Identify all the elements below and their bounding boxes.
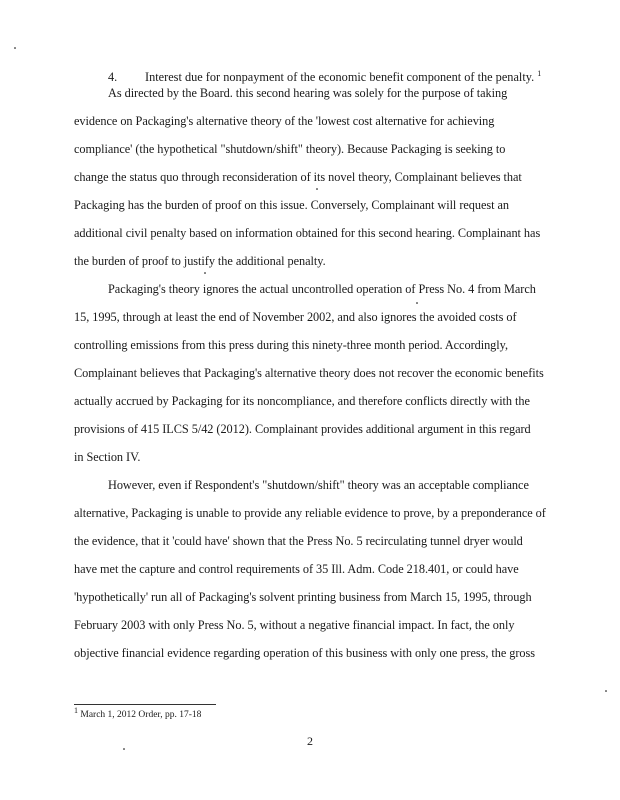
scan-speck bbox=[204, 272, 206, 274]
paragraph-2-line-7: in Section IV. bbox=[74, 450, 141, 464]
paragraph-3-line-5: 'hypothetically' run all of Packaging's solvent printing business from March 15, 1995, through bbox=[74, 590, 532, 604]
paragraph-2-line-3: controlling emissions from this press during this ninety-three month period. Accordingly, bbox=[74, 338, 508, 352]
section-item-heading bbox=[145, 70, 541, 85]
paragraph-3-line-2: alternative, Packaging is unable to provide any reliable evidence to prove, by a preponderance of bbox=[74, 506, 546, 520]
paragraph-3-line-4: have met the capture and control requirements of 35 Ill. Adm. Code 218.401, or could have bbox=[74, 562, 519, 576]
paragraph-2-line-5: actually accrued by Packaging for its noncompliance, and therefore conflicts directly with the bbox=[74, 394, 530, 408]
paragraph-1-line-5: Packaging has the burden of proof on this issue. Conversely, Complainant will request an bbox=[74, 198, 510, 212]
paragraph-2-line-4: Complainant believes that Packaging's alternative theory does not recover the economic benefits bbox=[74, 366, 544, 380]
paragraph-2-line-6: provisions of 415 ILCS 5/42 (2012). Complainant provides additional argument in this regard bbox=[74, 422, 531, 436]
footnote bbox=[74, 705, 202, 720]
section-item-number: 4. bbox=[108, 70, 118, 84]
section-item-heading-text: Interest due for nonpayment of the economic benefit component of the penalty. bbox=[145, 70, 535, 84]
footnote-reference: 1 bbox=[537, 68, 542, 78]
paragraph-1-line-4: change the status quo through reconsideration of its novel theory, Complainant believes that bbox=[74, 170, 522, 184]
footnote-text: March 1, 2012 Order, pp. 17-18 bbox=[80, 710, 202, 720]
scan-speck bbox=[416, 302, 418, 304]
paragraph-1-line-6: additional civil penalty based on information obtained for this second hearing. Complainant has bbox=[74, 226, 541, 240]
paragraph-2-line-1: Packaging's theory ignores the actual uncontrolled operation of Press No. 4 from March bbox=[108, 282, 536, 296]
paragraph-3-line-7: objective financial evidence regarding operation of this business with only one press, the gross bbox=[74, 646, 535, 660]
paragraph-3-line-3: the evidence, that it 'could have' shown that the Press No. 5 recirculating tunnel dryer would bbox=[74, 534, 523, 548]
scan-speck bbox=[123, 748, 125, 750]
paragraph-3-line-1: However, even if Respondent's "shutdown/shift" theory was an acceptable compliance bbox=[108, 478, 529, 492]
paragraph-1-line-1: As directed by the Board. this second hearing was solely for the purpose of taking bbox=[108, 86, 508, 100]
scan-speck bbox=[14, 47, 16, 49]
scan-speck bbox=[316, 188, 318, 190]
paragraph-1-line-2: evidence on Packaging's alternative theory of the 'lowest cost alternative for achieving bbox=[74, 114, 495, 128]
paragraph-1-line-7: the burden of proof to justify the additional penalty. bbox=[74, 254, 326, 268]
page-number: 2 bbox=[307, 734, 313, 748]
paragraph-3-line-6: February 2003 with only Press No. 5, without a negative financial impact. In fact, the only bbox=[74, 618, 515, 632]
scan-speck bbox=[605, 690, 607, 692]
paragraph-2-line-2: 15, 1995, through at least the end of November 2002, and also ignores the avoided costs of bbox=[74, 310, 517, 324]
footnote-marker: 1 bbox=[74, 705, 78, 715]
footnote-divider bbox=[74, 704, 216, 705]
paragraph-1-line-3: compliance' (the hypothetical "shutdown/shift" theory). Because Packaging is seeking to bbox=[74, 142, 506, 156]
